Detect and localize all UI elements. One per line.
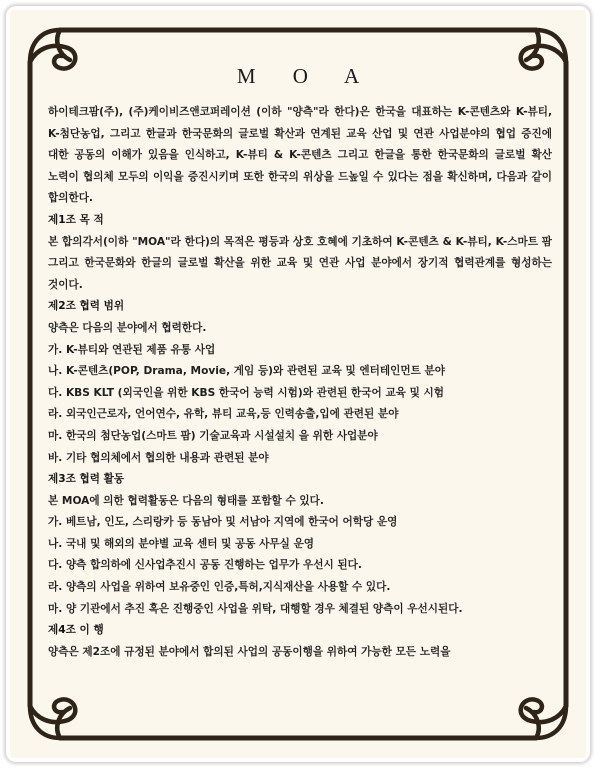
- article3-intro: 본 MOA에 의한 협력활동은 다음의 형태를 포함할 수 있다.: [48, 494, 324, 507]
- article1-heading: 제1조 목 적: [48, 213, 104, 226]
- article3-heading: 제3조 협력 활동: [48, 473, 125, 486]
- article2-item: 바. 기타 협의체에서 협의한 내용과 관련된 분야: [48, 451, 269, 464]
- article2-item: 마. 한국의 첨단농업(스마트 팜) 기술교육과 시설설치 을 위한 사업분야: [48, 429, 378, 442]
- article3-item: 나. 국내 및 해외의 분야별 교육 센터 및 공동 사무실 운영: [48, 537, 315, 550]
- article2-item: 가. K-뷰티와 연관된 제품 유통 사업: [48, 343, 216, 356]
- article2-intro: 양측은 다음의 분야에서 협력한다.: [48, 321, 207, 334]
- article3-item: 다. 양측 합의하에 신사업추진시 공동 진행하는 업무가 우선시 된다.: [48, 559, 362, 572]
- article2-item: 나. K-콘텐츠(POP, Drama, Movie, 게임 등)와 관련된 교육 및 엔터테인먼트 분야: [48, 365, 445, 378]
- article1-text: 본 합의각서(이하 "MOA"라 한다)의 목적은 평등과 상호 호혜에 기초하여 K-콘텐츠 & K-뷰티, K-스마트 팜 그리고 한국문화와 한글의 글로벌 확산을 위한 교육 및 연관 사업 분야에서 장기적 협력관계를 형성하는 것이다.: [48, 235, 552, 291]
- article3-item: 가. 베트남, 인도, 스리랑카 등 동남아 및 서남아 지역에 한국어 어학당 운영: [48, 516, 398, 529]
- document-page: [10, 10, 586, 758]
- document-title: M O A: [236, 64, 376, 88]
- article3-item: 마. 양 기관에서 추진 혹은 진행중인 사업을 위탁, 대행할 경우 체결된 양측이 우선시된다.: [48, 602, 463, 615]
- article4-text: 양측은 제2조에 규정된 분야에서 합의된 사업의 공동이행을 위하여 가능한 모든 노력을: [48, 645, 451, 658]
- preamble-paragraph: 하이테크팜(주), (주)케이비즈앤코퍼레이션 (이하 "양측"라 한다)은 한국을 대표하는 K-콘텐츠와 K-뷰티, K-첨단농업, 그리고 한글과 한국문화의 글로벌 확산과 연계된 교육 산업 및 연관 사업분야의 협업 증진에 대한 공동의 이해가 있음을 인식하고, K-뷰티 & K-콘텐츠 그리고 한글을 통한 한국문화의 글로벌 확산 노력이 협의체 모두의 이익을 증진시키며 또한 한국의 위상을 드높일 수 있다는 점을 확신하며, 다음과 같이 합의한다.: [48, 106, 552, 205]
- article4-heading: 제4조 이 행: [48, 624, 104, 637]
- article3-item: 라. 양측의 사업을 위하여 보유중인 인증,특허,지식재산을 사용할 수 있다.: [48, 581, 391, 594]
- article2-item: 다. KBS KLT (외국인을 위한 KBS 한국어 능력 시험)와 관련된 한국어 교육 및 시험: [48, 386, 444, 399]
- article2-heading: 제2조 협력 범위: [48, 300, 125, 313]
- document-body: [48, 102, 552, 663]
- article2-item: 라. 외국인근로자, 언어연수, 유학, 뷰티 교육,등 인력송출,입에 관련된 분야: [48, 408, 399, 421]
